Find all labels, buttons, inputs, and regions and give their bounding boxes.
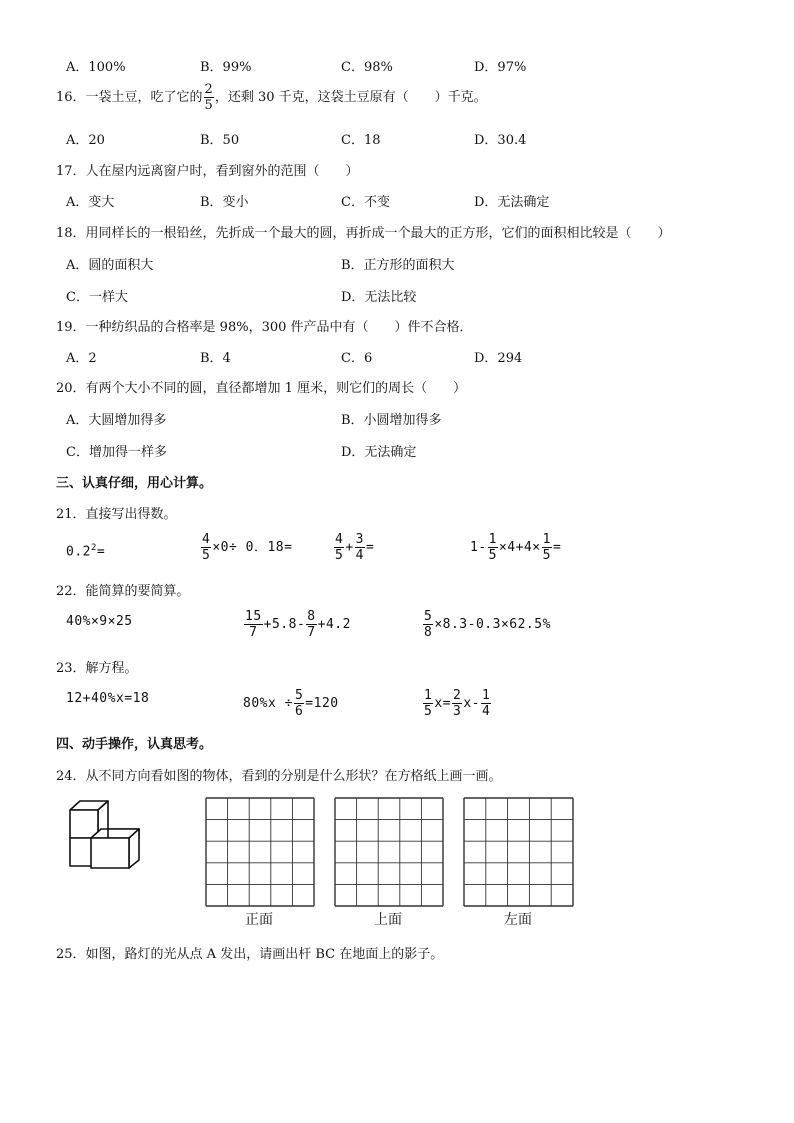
fraction-2: [452, 689, 462, 718]
q18-option-d[interactable]: D．无法比较: [341, 290, 417, 305]
equals: =: [96, 544, 106, 560]
numerator: 1: [481, 688, 491, 703]
fraction-2: [306, 610, 316, 639]
section-3-heading: 三、认真仔细，用心计算。: [56, 476, 213, 491]
denominator: 5: [424, 704, 433, 719]
equals: =: [365, 540, 375, 555]
numerator: 4: [335, 532, 344, 547]
q18-question: 18．用同样长的一根铅丝，先折成一个最大的圆，再折成一个最大的正方形，它们的面积相比较是（ ）: [56, 226, 671, 241]
left-view-caption: 左面: [504, 912, 532, 928]
numerator: 2: [452, 688, 462, 703]
post: =120: [305, 696, 339, 711]
q21-expr-4: [470, 530, 561, 566]
post: ×8.3-0.3×62.5%: [434, 617, 551, 632]
q16-text-pre: 16．一袋土豆，吃了它的: [56, 90, 203, 105]
mid: ×4+4×: [498, 540, 541, 555]
q19-question: 19．一种纺织品的合格率是 98%，300 件产品中有（ ）件不合格．: [56, 320, 473, 335]
q16-fraction: [204, 83, 214, 112]
q17-option-d[interactable]: D．无法确定: [474, 195, 550, 210]
q23-expr-1: 12+40%x=18: [66, 691, 150, 706]
q22-question: 22．能简算的要简算。: [56, 584, 190, 599]
q25-question: 25．如图，路灯的光从点 A 发出，请画出杆 BC 在地面上的影子。: [56, 947, 444, 962]
post: +4.2: [317, 617, 351, 632]
base: 0.2: [66, 544, 91, 560]
q20-option-c[interactable]: C．增加得一样多: [66, 445, 167, 460]
q19-option-a[interactable]: A．2: [66, 351, 97, 366]
fraction-2: [355, 533, 365, 562]
numerator: 1: [424, 688, 433, 703]
cube-stack-figure: [64, 798, 154, 878]
denominator: 8: [424, 625, 433, 640]
q23-expr-2: [243, 686, 339, 722]
fraction: [294, 689, 304, 718]
denominator: 5: [542, 548, 551, 563]
q16-option-b[interactable]: B．50: [200, 133, 240, 148]
q15-option-d[interactable]: D．97%: [474, 60, 527, 75]
numerator: 5: [294, 688, 304, 703]
numerator: 8: [307, 609, 316, 624]
mid-1: x=: [434, 696, 451, 711]
q20-option-b[interactable]: B．小圆增加得多: [341, 413, 442, 428]
q19-option-d[interactable]: D．294: [474, 351, 523, 366]
denominator: 4: [355, 548, 364, 563]
front-view-grid[interactable]: [205, 797, 315, 907]
denominator: 5: [202, 548, 211, 563]
q19-option-c[interactable]: C．6: [341, 351, 373, 366]
q20-option-d[interactable]: D．无法确定: [341, 445, 417, 460]
denominator: 7: [249, 625, 258, 640]
denominator: 5: [488, 548, 497, 563]
fraction-3: [481, 689, 491, 718]
q20-question: 20．有两个大小不同的圆，直径都增加 1 厘米，则它们的周长（ ）: [56, 381, 467, 396]
q15-option-a[interactable]: A．100%: [66, 60, 126, 75]
q16-option-a[interactable]: A．20: [66, 133, 105, 148]
q16-question: [56, 82, 487, 114]
q18-option-b[interactable]: B．正方形的面积大: [341, 258, 455, 273]
equals: =: [552, 540, 562, 555]
q21-question: 21．直接写出得数。: [56, 507, 177, 522]
q16-option-c[interactable]: C．18: [341, 133, 381, 148]
q21-expr-3: [333, 530, 374, 566]
plus: +: [345, 540, 354, 555]
exponent: 2: [90, 543, 97, 553]
q16-option-d[interactable]: D．30.4: [474, 133, 527, 148]
denominator: 3: [452, 704, 462, 719]
denominator: 7: [307, 625, 316, 640]
q22-expr-1: 40%×9×25: [66, 614, 133, 629]
top-view-caption: 上面: [374, 912, 402, 928]
pre: 1-: [470, 540, 487, 555]
q16-text-post: ，还剩 30 千克，这袋土豆原有（ ）千克。: [214, 90, 487, 105]
numerator: 5: [424, 609, 433, 624]
q21-expr-1: [66, 530, 105, 570]
rest: ×0÷ 0．18=: [212, 540, 293, 555]
fraction-1: [488, 533, 498, 562]
denominator: 5: [335, 548, 344, 563]
q20-option-a[interactable]: A．大圆增加得多: [66, 413, 167, 428]
q22-expr-3: [422, 607, 551, 643]
numerator: 4: [202, 532, 211, 547]
section-4-heading: 四、动手操作，认真思考。: [56, 737, 213, 752]
front-view-caption: 正面: [245, 912, 273, 928]
top-view-grid[interactable]: [334, 797, 444, 907]
q18-option-c[interactable]: C．一样大: [66, 290, 128, 305]
mid: +5.8-: [263, 617, 306, 632]
q23-expr-3: [422, 686, 492, 722]
q18-option-a[interactable]: A．圆的面积大: [66, 258, 154, 273]
q21-expr-2: [200, 530, 292, 566]
denominator: 5: [204, 98, 213, 113]
q23-question: 23．解方程。: [56, 661, 138, 676]
q15-option-c[interactable]: C．98%: [341, 60, 393, 75]
q17-option-a[interactable]: A．变大: [66, 195, 115, 210]
fraction-2: [542, 533, 552, 562]
fraction-1: [423, 689, 433, 718]
numerator: 3: [355, 532, 364, 547]
mid-2: x-: [463, 696, 480, 711]
q24-question: 24．从不同方向看如图的物体，看到的分别是什么形状？在方格纸上画一画。: [56, 769, 502, 784]
q17-option-c[interactable]: C．不变: [341, 195, 390, 210]
q15-option-b[interactable]: B．99%: [200, 60, 252, 75]
pre: 80%x ÷: [243, 696, 293, 711]
q19-option-b[interactable]: B．4: [200, 351, 231, 366]
numerator: 1: [488, 532, 497, 547]
denominator: 6: [294, 704, 304, 719]
fraction: [423, 610, 433, 639]
fraction-1: [244, 610, 263, 639]
denominator: 4: [481, 704, 491, 719]
left-view-grid[interactable]: [463, 797, 574, 907]
numerator: 2: [204, 82, 213, 97]
fraction-1: [334, 533, 344, 562]
numerator: 15: [245, 609, 262, 624]
q17-question: 17．人在屋内远离窗户时，看到窗外的范围（ ）: [56, 164, 359, 179]
numerator: 1: [542, 532, 551, 547]
q17-option-b[interactable]: B．变小: [200, 195, 249, 210]
fraction: [201, 533, 211, 562]
q22-expr-2: [243, 607, 351, 643]
